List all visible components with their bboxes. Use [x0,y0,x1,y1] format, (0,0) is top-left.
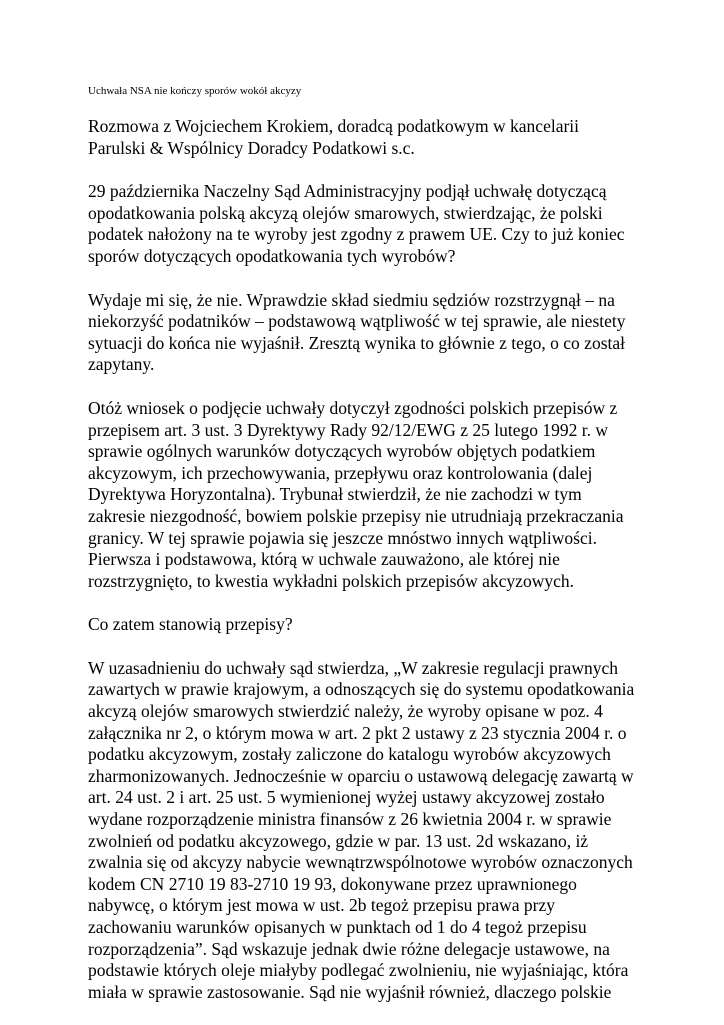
text-line: zawartych w prawie krajowym, a odnoszących się do systemu opodatkowania [88,679,635,700]
text-line: Parulski & Wspólnicy Doradcy Podatkowi s.c. [88,137,415,158]
text-line: 29 października Naczelny Sąd Administracyjny podjął uchwałę dotyczącą [88,181,607,202]
question-paragraph [88,614,648,636]
text-line: Dyrektywa Horyzontalna). Trybunał stwierdził, że nie zachodzi w tym [88,484,582,505]
running-header: Uchwała NSA nie kończy sporów wokół akcyzy [88,85,302,97]
answer-paragraph [88,658,648,1004]
text-line: Pierwsza i podstawowa, którą w uchwale zauważono, ale której nie [88,549,560,570]
text-line: nabywcę, o którym jest mowa w ust. 2b tegoż przepisu prawa przy [88,895,556,916]
text-line: podatek nałożony na te wyroby jest zgodny z prawem UE. Czy to już koniec [88,224,625,245]
text-line: podatku akcyzowym, zostały zaliczone do katalogu wyrobów akcyzowych [88,744,611,765]
interview-intro-paragraph [88,116,648,159]
text-line: Co zatem stanowią przepisy? [88,614,293,635]
text-line: akcyzą olejów smarowych stwierdzić należy, że wyroby opisane w poz. 4 [88,701,603,722]
article-body [88,116,648,1025]
text-line: sprawie ogólnych warunków dotyczących wyrobów objętych podatkiem [88,441,596,462]
text-line: art. 24 ust. 2 i art. 25 ust. 5 wymienionej wyżej ustawy akcyzowej zostało [88,787,605,808]
question-paragraph [88,181,648,267]
answer-paragraph [88,398,648,592]
text-line: miała w sprawie zastosowanie. Sąd nie wyjaśnił również, dlaczego polskie [88,981,612,1002]
text-line: zachowaniu warunków opisanych w punktach od 1 do 4 tegoż przepisu [88,917,587,937]
text-line: zapytany. [88,354,155,375]
text-line: zwalnia się od akcyzy nabycie wewnątrzwspólnotowe wyrobów oznaczonych [88,852,633,873]
text-line: zakresie niezgodność, bowiem polskie przepisy nie utrudniają przekraczania [88,505,624,526]
text-line: granicy. W tej sprawie pojawia się jeszcze mnóstwo innych wątpliwości. [88,527,597,548]
text-line: podstawie których oleje miałyby podlegać zwolnieniu, nie wyjaśniając, która [88,960,629,981]
text-line: kodem CN 2710 19 83-2710 19 93, dokonywane przez uprawnionego [88,873,577,894]
text-line: Wydaje mi się, że nie. Wprawdzie skład siedmiu sędziów rozstrzygnął – na [88,289,615,310]
text-line: Rozmowa z Wojciechem Krokiem, doradcą podatkowym w kancelarii [88,116,580,136]
answer-paragraph [88,290,648,376]
text-line: akcyzowym, ich przechowywania, przepływu oraz kontrolowania (dalej [88,462,593,483]
text-line: przepisem art. 3 ust. 3 Dyrektywy Rady 92/12/EWG z 25 lutego 1992 r. w [88,419,609,440]
text-line: Otóż wniosek o podjęcie uchwały dotyczył zgodności polskich przepisów z [88,397,618,418]
text-line: zharmonizowanych. Jednocześnie w oparciu o ustawową delegację zawartą w [88,765,634,786]
text-line: W uzasadnieniu do uchwały sąd stwierdza, „W zakresie regulacji prawnych [88,657,618,678]
text-line: sporów dotyczących opodatkowania tych wyrobów? [88,245,456,266]
text-line: sytuacji do końca nie wyjaśnił. Zresztą wynika to głównie z tego, o co został [88,332,626,353]
text-line: załącznika nr 2, o którym mowa w art. 2 pkt 2 ustawy z 23 stycznia 2004 r. o [88,722,627,743]
text-line: niekorzyść podatników – podstawową wątpliwość w tej sprawie, ale niestety [88,311,626,332]
text-line: zwolnień od podatku akcyzowego, gdzie w par. 13 ust. 2d wskazano, iż [88,830,589,851]
text-line: rozstrzygnięto, to kwestia wykładni polskich przepisów akcyzowych. [88,570,574,591]
text-line: opodatkowania polską akcyzą olejów smarowych, stwierdzając, że polski [88,202,603,223]
text-line: rozporządzenia”. Sąd wskazuje jednak dwie różne delegacje ustawowe, na [88,938,610,959]
text-line: wydane rozporządzenie ministra finansów z 26 kwietnia 2004 r. w sprawie [88,809,612,830]
